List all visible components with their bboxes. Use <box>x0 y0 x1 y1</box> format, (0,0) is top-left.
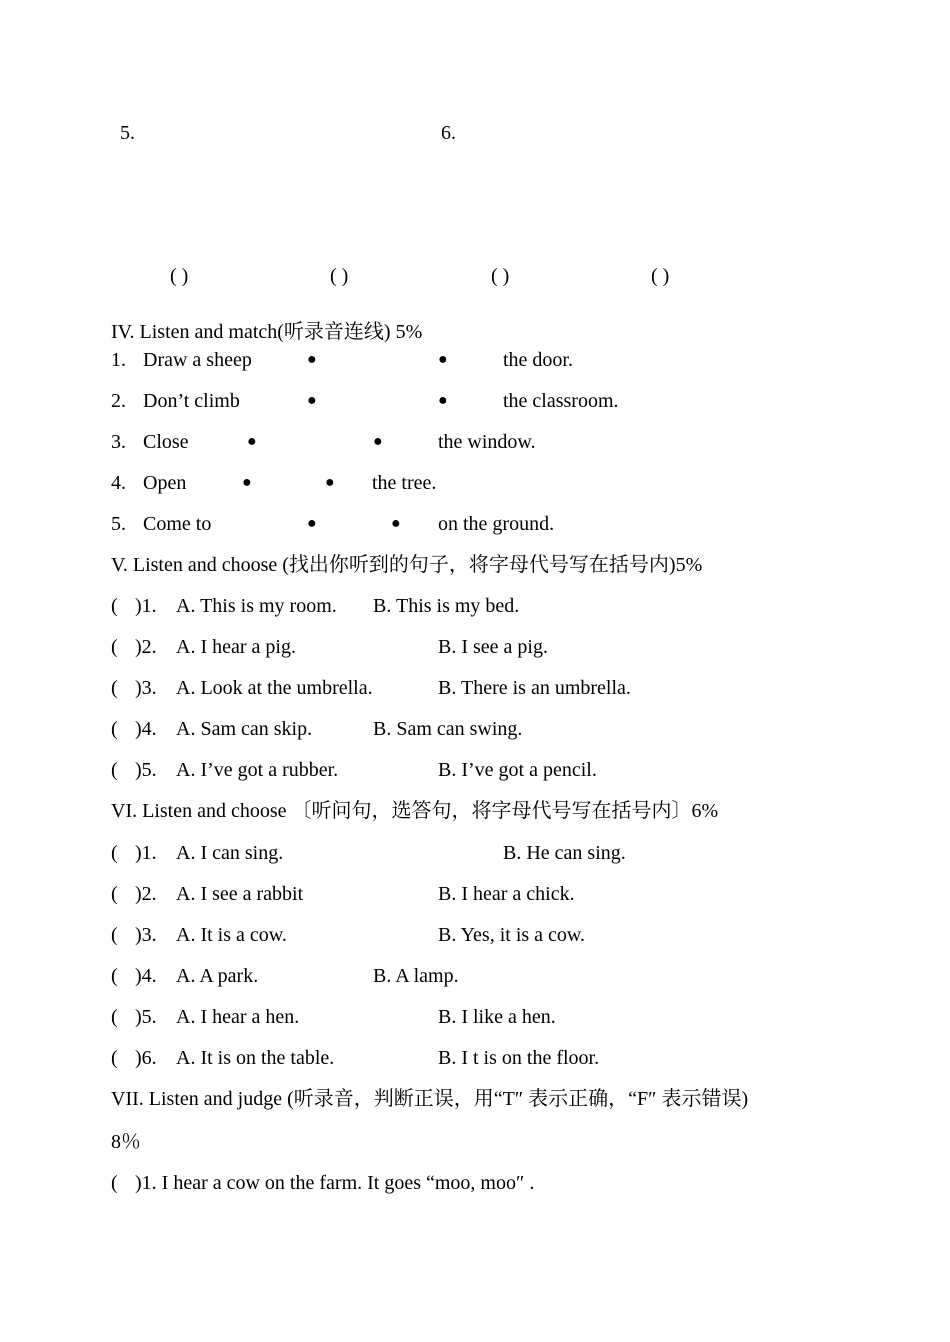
option-a: A. It is a cow. <box>176 924 287 946</box>
answer-bracket[interactable]: ( ) <box>491 265 510 287</box>
question-number: )2. <box>135 636 157 658</box>
question-number: )3. <box>135 924 157 946</box>
option-a: A. Look at the umbrella. <box>176 677 373 699</box>
answer-paren[interactable]: ( <box>111 1172 118 1194</box>
option-b: B. I hear a chick. <box>438 883 575 905</box>
answer-paren[interactable]: ( <box>111 677 118 699</box>
answer-paren[interactable]: ( <box>111 759 118 781</box>
section-heading-v: V. Listen and choose (找出你听到的句子，将字母代号写在括号内)5% <box>111 554 703 576</box>
match-item-number: 5. <box>111 513 126 535</box>
answer-bracket[interactable]: ( ) <box>651 265 670 287</box>
match-left-text: Come to <box>143 513 212 535</box>
option-b: B. He can sing. <box>503 842 626 864</box>
match-right-bullet[interactable]: ● <box>438 351 448 368</box>
section-heading-vii-score: 8％ <box>111 1131 141 1153</box>
question-number: )4. <box>135 965 157 987</box>
option-b: B. I like a hen. <box>438 1006 556 1028</box>
judge-statement: )1. I hear a cow on the farm. It goes “moo, moo″ . <box>135 1172 535 1194</box>
answer-paren[interactable]: ( <box>111 718 118 740</box>
option-b: B. I see a pig. <box>438 636 548 658</box>
match-left-bullet[interactable]: ● <box>307 392 317 409</box>
answer-paren[interactable]: ( <box>111 924 118 946</box>
match-item-number: 1. <box>111 349 126 371</box>
section-heading-iv: IV. Listen and match(听录音连线) 5% <box>111 321 423 343</box>
match-left-bullet[interactable]: ● <box>307 515 317 532</box>
option-a: A. I hear a pig. <box>176 636 296 658</box>
match-right-text: the window. <box>438 431 536 453</box>
match-left-bullet[interactable]: ● <box>242 474 252 491</box>
picture-number-5: 5. <box>120 122 135 144</box>
match-left-text: Draw a sheep <box>143 349 252 371</box>
answer-paren[interactable]: ( <box>111 1006 118 1028</box>
option-a: A. It is on the table. <box>176 1047 335 1069</box>
answer-bracket[interactable]: ( ) <box>330 265 349 287</box>
question-number: )1. <box>135 595 157 617</box>
question-number: )6. <box>135 1047 157 1069</box>
answer-paren[interactable]: ( <box>111 636 118 658</box>
match-right-text: the tree. <box>372 472 437 494</box>
match-right-bullet[interactable]: ● <box>391 515 401 532</box>
match-left-bullet[interactable]: ● <box>247 433 257 450</box>
option-b: B. There is an umbrella. <box>438 677 631 699</box>
section-heading-vi: VI. Listen and choose 〔听问句，选答句，将字母代号写在括号内〕6% <box>111 800 719 822</box>
option-b: B. A lamp. <box>373 965 459 987</box>
match-left-text: Open <box>143 472 187 494</box>
option-b: B. This is my bed. <box>373 595 520 617</box>
match-right-text: on the ground. <box>438 513 555 535</box>
answer-paren[interactable]: ( <box>111 1047 118 1069</box>
section-heading-vii: VII. Listen and judge (听录音，判断正误，用“T″ 表示正确，“F″ 表示错误) <box>111 1088 749 1110</box>
option-a: A. A park. <box>176 965 259 987</box>
answer-bracket[interactable]: ( ) <box>170 265 189 287</box>
option-a: A. I hear a hen. <box>176 1006 300 1028</box>
question-number: )4. <box>135 718 157 740</box>
question-number: )2. <box>135 883 157 905</box>
option-b: B. Sam can swing. <box>373 718 523 740</box>
match-right-bullet[interactable]: ● <box>373 433 383 450</box>
option-a: A. I see a rabbit <box>176 883 304 905</box>
option-b: B. Yes, it is a cow. <box>438 924 586 946</box>
option-a: A. I’ve got a rubber. <box>176 759 339 781</box>
question-number: )5. <box>135 759 157 781</box>
option-a: A. I can sing. <box>176 842 284 864</box>
question-number: )3. <box>135 677 157 699</box>
match-right-bullet[interactable]: ● <box>438 392 448 409</box>
answer-paren[interactable]: ( <box>111 883 118 905</box>
match-item-number: 3. <box>111 431 126 453</box>
answer-paren[interactable]: ( <box>111 842 118 864</box>
match-right-text: the door. <box>503 349 573 371</box>
match-left-text: Don’t climb <box>143 390 240 412</box>
match-left-text: Close <box>143 431 189 453</box>
option-a: A. Sam can skip. <box>176 718 313 740</box>
option-b: B. I t is on the floor. <box>438 1047 600 1069</box>
option-a: A. This is my room. <box>176 595 337 617</box>
match-left-bullet[interactable]: ● <box>307 351 317 368</box>
match-right-text: the classroom. <box>503 390 619 412</box>
option-b: B. I’ve got a pencil. <box>438 759 597 781</box>
match-item-number: 4. <box>111 472 126 494</box>
question-number: )5. <box>135 1006 157 1028</box>
picture-number-6: 6. <box>441 122 456 144</box>
match-item-number: 2. <box>111 390 126 412</box>
question-number: )1. <box>135 842 157 864</box>
answer-paren[interactable]: ( <box>111 595 118 617</box>
match-right-bullet[interactable]: ● <box>325 474 335 491</box>
answer-paren[interactable]: ( <box>111 965 118 987</box>
